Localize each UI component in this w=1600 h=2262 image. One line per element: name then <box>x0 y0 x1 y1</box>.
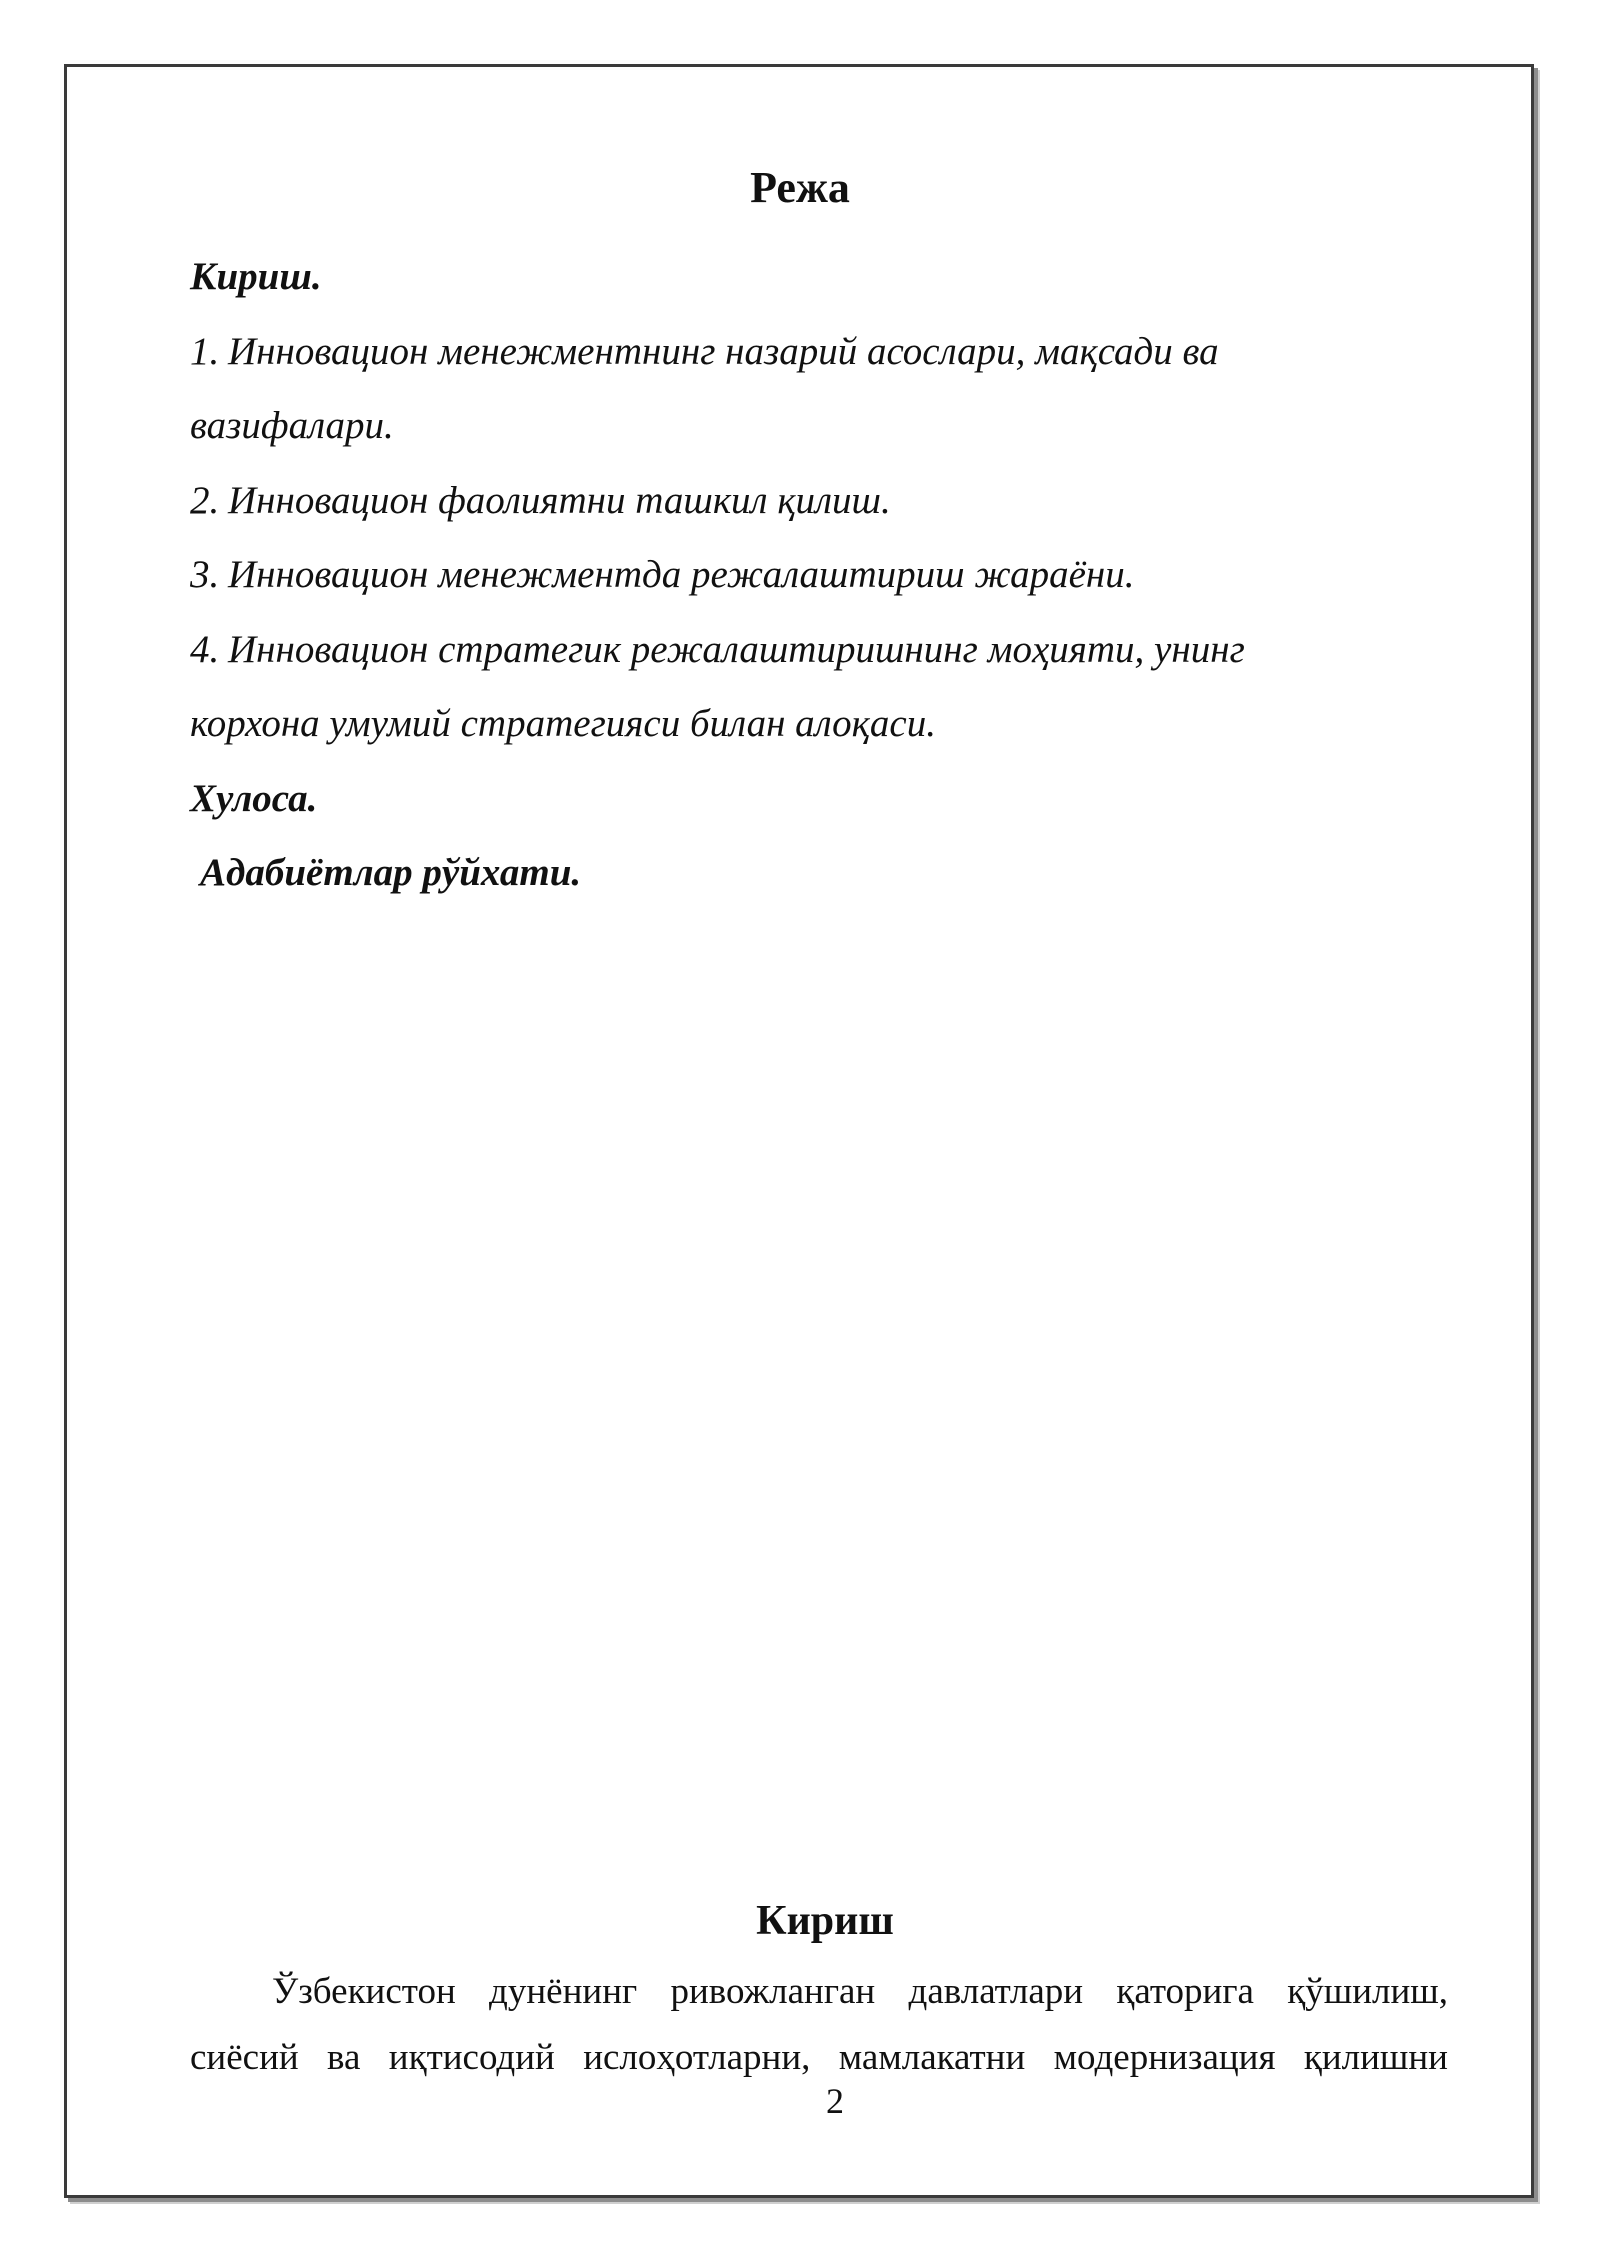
plan-item-3-text: Инновацион менежментда режалаштириш жараёни. <box>228 553 1135 596</box>
plan-intro-item: Кириш. <box>190 255 322 298</box>
plan-item-1-number: 1. <box>190 329 220 373</box>
introduction-title: Кириш <box>756 1898 894 1944</box>
plan-item-2-text: Инновацион фаолиятни ташкил қилиш. <box>228 478 891 522</box>
plan-item-2-number: 2. <box>190 478 220 522</box>
plan-item-4 <box>190 613 1450 688</box>
plan-item-1 <box>190 315 1450 390</box>
plan-references-item: Адабиётлар рўйхати. <box>200 851 582 894</box>
plan-item-4-continuation: корхона умумий стратегияси билан алоқаси. <box>190 702 936 745</box>
plan-item-4-number: 4. <box>190 627 220 671</box>
introduction-line-1: Ўзбекистон дунёнинг ривожланган давлатлари қаторига қўшилиш, <box>272 1971 1448 2012</box>
plan-item-4-text: Инновацион стратегик режалаштиришнинг моҳияти, унинг <box>228 627 1245 671</box>
plan-item-1-continuation: вазифалари. <box>190 404 394 447</box>
plan-item-3-number: 3. <box>190 553 220 596</box>
plan-item-2 <box>190 464 1450 539</box>
plan-conclusion-item: Хулоса. <box>190 776 318 820</box>
introduction-body <box>190 1959 1448 2091</box>
plan-item-3 <box>190 538 1450 613</box>
page-number: 2 <box>826 2081 844 2121</box>
plan-item-1-text: Инновацион менежментнинг назарий асослари, мақсади ва <box>228 329 1219 373</box>
plan-title: Режа <box>750 163 850 212</box>
introduction-line-2: сиёсий ва иқтисодий ислоҳотларни, мамлакатни модернизация қилишни <box>190 2037 1448 2078</box>
plan-list <box>190 240 1450 911</box>
